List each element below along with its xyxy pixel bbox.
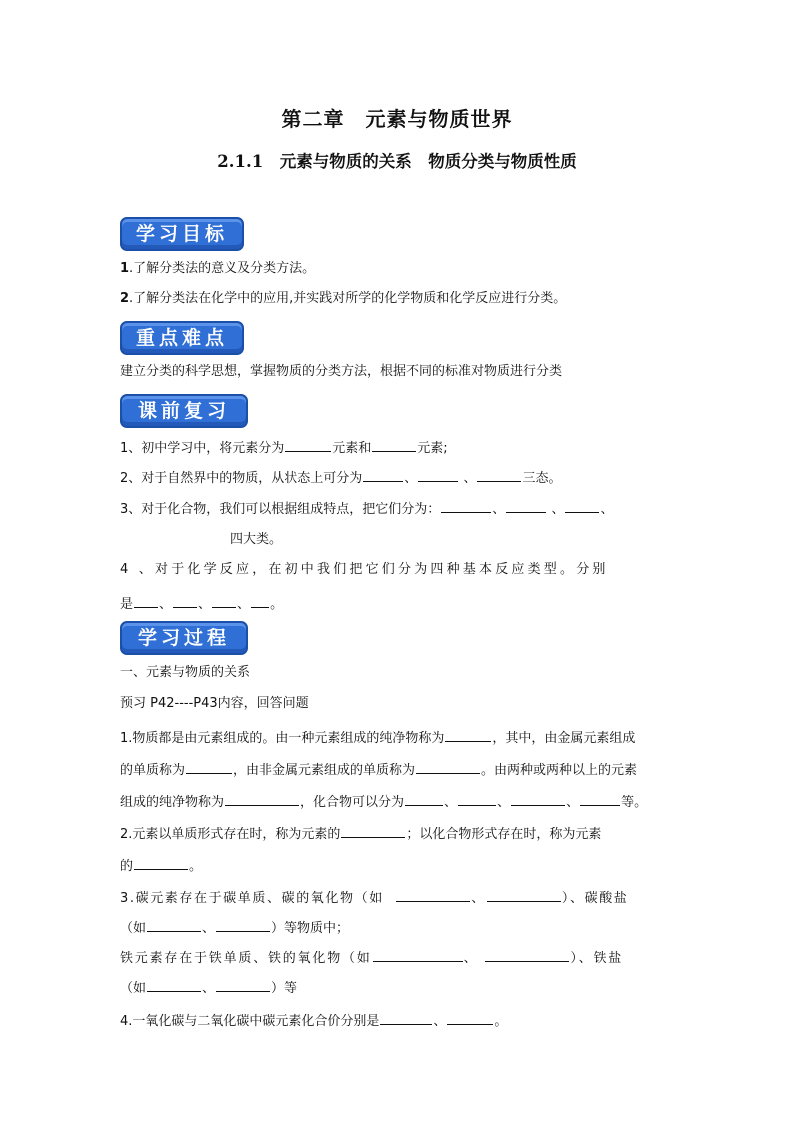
review-q3-prefix: 3、对于化合物，我们可以根据组成特点，把它们分为： (120, 502, 441, 517)
review-q1-middle: 元素和 (332, 441, 372, 456)
blank-line[interactable] (477, 467, 521, 482)
blank-line[interactable] (511, 791, 565, 806)
text-segment: （如 (120, 921, 147, 936)
review-q2-prefix: 2、对于自然界中的物质，从状态上可分为 (120, 471, 363, 486)
blank-line[interactable] (447, 1010, 493, 1025)
text-segment: 4.一氧化碳与二氧化碳中碳元素化合价分别是 (120, 1014, 380, 1029)
process-paragraph-2-line-1 (120, 823, 601, 844)
text-segment: 1.物质都是由元素组成的。由一种元素组成的纯净物称为 (120, 731, 445, 746)
text-segment: ）等物质中； (271, 921, 350, 936)
chapter-title: 第二章 元素与物质世界 (281, 107, 513, 131)
process-paragraph-3-line-4 (120, 977, 297, 998)
separator: 、 (463, 471, 477, 486)
separator: 、 (202, 921, 216, 936)
separator: 、 (202, 981, 216, 996)
blank-line[interactable] (251, 593, 269, 608)
blank-line[interactable] (147, 917, 201, 932)
text-segment: 铁元素存在于铁单质、铁的氧化物（如 (120, 951, 372, 966)
blank-line[interactable] (416, 759, 480, 774)
separator: 、 (237, 597, 251, 612)
blank-line[interactable] (216, 977, 270, 992)
blank-line[interactable] (458, 791, 496, 806)
blank-line[interactable] (485, 947, 569, 962)
blank-line[interactable] (173, 593, 197, 608)
blank-line[interactable] (441, 498, 491, 513)
blank-line[interactable] (580, 791, 620, 806)
separator: 、 (497, 795, 511, 810)
separator: 、 (551, 502, 565, 517)
text-segment: ，由非金属元素组成的单质称为 (233, 763, 416, 778)
review-q4-prefix: 是 (120, 597, 134, 612)
text-segment: ）、铁盐 (570, 951, 624, 966)
review-question-4: 4 、对于化学反应，在初中我们把它们分为四种基本反应类型。分别 (120, 562, 609, 577)
text-segment: ）等 (271, 981, 298, 996)
blank-line[interactable] (373, 947, 463, 962)
text-segment: 。 (494, 1014, 508, 1029)
process-paragraph-1-line-2 (120, 759, 637, 780)
goal-item-1-text: .了解分类法的意义及分类方法。 (129, 261, 316, 276)
review-q1-prefix: 1、初中学习中，将元素分为 (120, 441, 285, 456)
review-question-1 (120, 437, 448, 458)
goal-item-1 (120, 260, 315, 278)
text-segment: 组成的纯净物称为 (120, 795, 225, 810)
text-segment: （如 (120, 981, 147, 996)
badge-key-points: 重点难点 (120, 321, 244, 355)
blank-line[interactable] (363, 467, 403, 482)
text-segment: 的 (120, 859, 134, 874)
goal-item-1-number: 1 (120, 261, 130, 276)
blank-line[interactable] (225, 791, 299, 806)
text-segment: ）、碳酸盐 (561, 891, 629, 906)
review-question-3-cont (120, 529, 282, 549)
text-segment: 的单质称为 (120, 763, 186, 778)
blank-line[interactable] (147, 977, 201, 992)
badge-learning-process: 学习过程 (120, 621, 248, 655)
separator: 、 (404, 471, 418, 486)
blank-line[interactable] (445, 727, 491, 742)
text-segment: ，化合物可以分为 (300, 795, 405, 810)
blank-line[interactable] (405, 791, 443, 806)
process-paragraph-3-line-2 (120, 917, 349, 938)
blank-line[interactable] (565, 498, 599, 513)
key-points-text: 建立分类的科学思想，掌握物质的分类方法，根据不同的标准对物质进行分类 (120, 364, 563, 379)
blank-line[interactable] (186, 759, 232, 774)
blank-line[interactable] (212, 593, 236, 608)
process-paragraph-1-line-1 (120, 727, 635, 748)
text-segment: 。 (189, 859, 203, 874)
process-paragraph-1-line-3 (120, 791, 647, 812)
process-paragraph-4 (120, 1010, 507, 1031)
separator: 、 (492, 502, 506, 517)
process-paragraph-3-line-3 (120, 947, 623, 968)
separator: 、 (433, 1014, 447, 1029)
text-segment: 3.碳元素存在于碳单质、碳的氧化物（如 (120, 891, 384, 906)
badge-learning-goals: 学习目标 (120, 217, 244, 251)
separator: 、 (463, 951, 479, 966)
process-heading: 一、元素与物质的关系 (120, 665, 251, 680)
blank-line[interactable] (372, 437, 416, 452)
blank-line[interactable] (134, 593, 158, 608)
separator: 、 (471, 891, 486, 906)
review-q4-suffix: 。 (270, 597, 284, 612)
blank-line[interactable] (396, 887, 470, 902)
process-paragraph-2-line-2 (120, 855, 202, 876)
blank-line[interactable] (216, 917, 270, 932)
text-segment: ；以化合物形式存在时，称为元素 (406, 827, 602, 842)
blank-line[interactable] (134, 855, 188, 870)
review-q2-suffix: 三态。 (522, 471, 562, 486)
blank-line[interactable] (506, 498, 546, 513)
text-segment: ，其中，由金属元素组成 (492, 731, 636, 746)
review-question-3 (120, 498, 613, 519)
text-segment: 。由两种或两种以上的元素 (481, 763, 638, 778)
text-segment: 等。 (621, 795, 648, 810)
separator: 、 (198, 597, 212, 612)
section-title: 2.1.1 元素与物质的关系 物质分类与物质性质 (217, 152, 577, 171)
review-q1-suffix: 元素; (417, 441, 448, 456)
blank-line[interactable] (380, 1010, 432, 1025)
goal-item-2-number: 2 (120, 291, 130, 306)
review-question-2 (120, 467, 561, 488)
badge-review: 课前复习 (120, 394, 248, 428)
separator: 、 (600, 502, 614, 517)
process-preview: 预习 P42----P43内容，回答问题 (120, 696, 309, 711)
blank-line[interactable] (121, 529, 229, 543)
separator: 、 (159, 597, 173, 612)
goal-item-2-text: .了解分类法在化学中的应用,并实践对所学的化学物质和化学反应进行分类。 (129, 291, 567, 306)
text-segment: 2.元素以单质形式存在时，称为元素的 (120, 827, 341, 842)
review-q3-suffix: 四大类。 (230, 532, 283, 547)
separator: 、 (566, 795, 580, 810)
process-paragraph-3-line-1 (120, 887, 628, 908)
blank-line[interactable] (341, 823, 405, 838)
separator: 、 (444, 795, 458, 810)
goal-item-2 (120, 290, 566, 308)
blank-line[interactable] (487, 887, 561, 902)
review-question-4-cont (120, 593, 283, 614)
blank-line[interactable] (285, 437, 331, 452)
blank-line[interactable] (418, 467, 458, 482)
